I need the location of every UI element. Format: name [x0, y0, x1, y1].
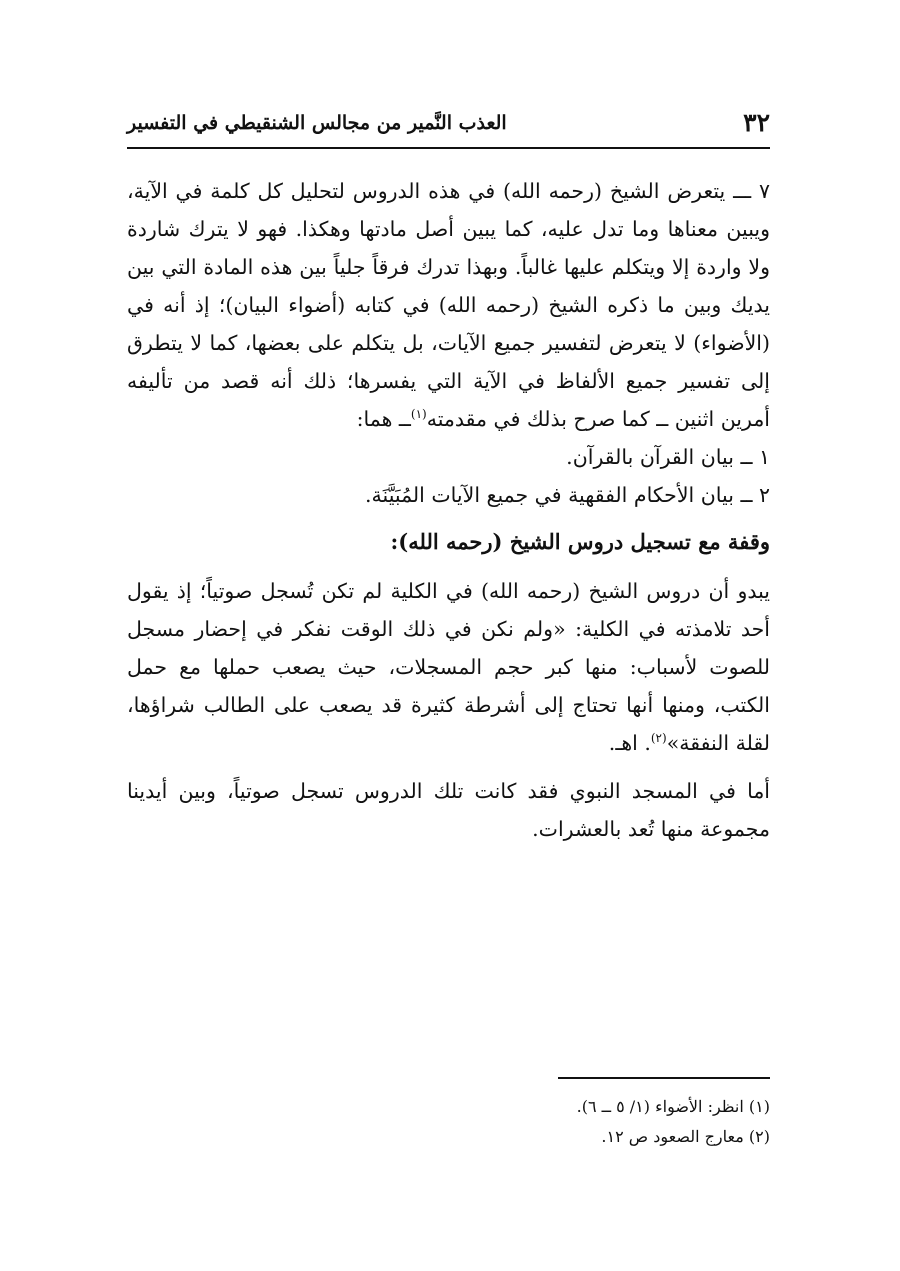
footnote-marker: (١) — [748, 1097, 770, 1116]
page-number: ٣٢ — [743, 108, 770, 137]
list-item-text: بيان القرآن بالقرآن. — [566, 445, 734, 469]
footnote-text: معارج الصعود ص ١٢. — [601, 1127, 744, 1146]
item-text: يتعرض الشيخ (رحمه الله) في هذه الدروس لتحليل كل كلمة في الآية، ويبين معناها وما تدل عليه، كما يبين أصل مادتها وهكذا. فهو لا يترك شاردة ولا واردة إلا ويتكلم عليها غالباً. وبهذا تدرك فرقاً جلياً بين هذه المادة التي بين يديك وبين ما ذكره الشيخ (رحمه الله) في كتابه (أضواء البيان)؛ إذ أنه في (الأضواء) لا يتعرض لتفسير جميع الآيات، بل يتكلم على بعضها، كما لا يتطرق إلى تفسير جميع الألفاظ في الآية التي يفسرها؛ ذلك أنه قصد من تأليفه أمرين اثنين ــ كما صرح بذلك في مقدمته — [127, 179, 770, 431]
footnote-marker: (٢) — [748, 1127, 770, 1146]
footnote-separator — [558, 1077, 770, 1079]
footnote-text: انظر: الأضواء (١/ ٥ ــ ٦). — [576, 1097, 744, 1116]
page-body — [127, 172, 770, 848]
spacer — [127, 762, 770, 772]
numbered-item-7 — [127, 172, 770, 438]
footnote-ref-2[interactable]: (٢) — [650, 731, 667, 746]
footnotes — [127, 1092, 770, 1152]
section-heading: وقفة مع تسجيل دروس الشيخ (رحمه الله): — [390, 529, 770, 554]
sub-list — [127, 438, 770, 514]
item-number: ٧ ـــ — [733, 179, 770, 203]
paragraph-tail: . اهـ. — [608, 731, 651, 755]
list-item — [127, 476, 770, 514]
list-item-number: ٢ ــ — [740, 483, 770, 507]
footnote-ref-1[interactable]: (١) — [410, 407, 427, 422]
list-item — [127, 438, 770, 476]
footnote — [127, 1092, 770, 1122]
header-rule — [127, 147, 770, 149]
list-item-text: بيان الأحكام الفقهية في جميع الآيات المُبَيَّنَة. — [365, 483, 734, 507]
paragraph: أما في المسجد النبوي فقد كانت تلك الدروس تسجل صوتياً، وبين أيدينا مجموعة منها تُعد بالعشرات. — [127, 779, 770, 841]
paragraph — [127, 572, 770, 762]
page-header — [127, 108, 770, 148]
list-item-number: ١ ــ — [740, 445, 770, 469]
item-tail: ــ هما: — [356, 407, 411, 431]
paragraph-text: يبدو أن دروس الشيخ (رحمه الله) في الكلية لم تكن تُسجل صوتياً؛ إذ يقول أحد تلامذته في الكلية: «ولم نكن في ذلك الوقت نفكر في إحضار مسجل للصوت لأسباب: منها كبر حجم المسجلات، حيث يصعب حملها مع حمل الكتب، ومنها أنها تحتاج إلى أشرطة كثيرة قد يصعب على الطالب شراؤها، لقلة النفقة» — [127, 579, 770, 755]
footnote — [127, 1122, 770, 1152]
running-title: العذب النَّمير من مجالس الشنقيطي في التفسير — [127, 112, 507, 134]
